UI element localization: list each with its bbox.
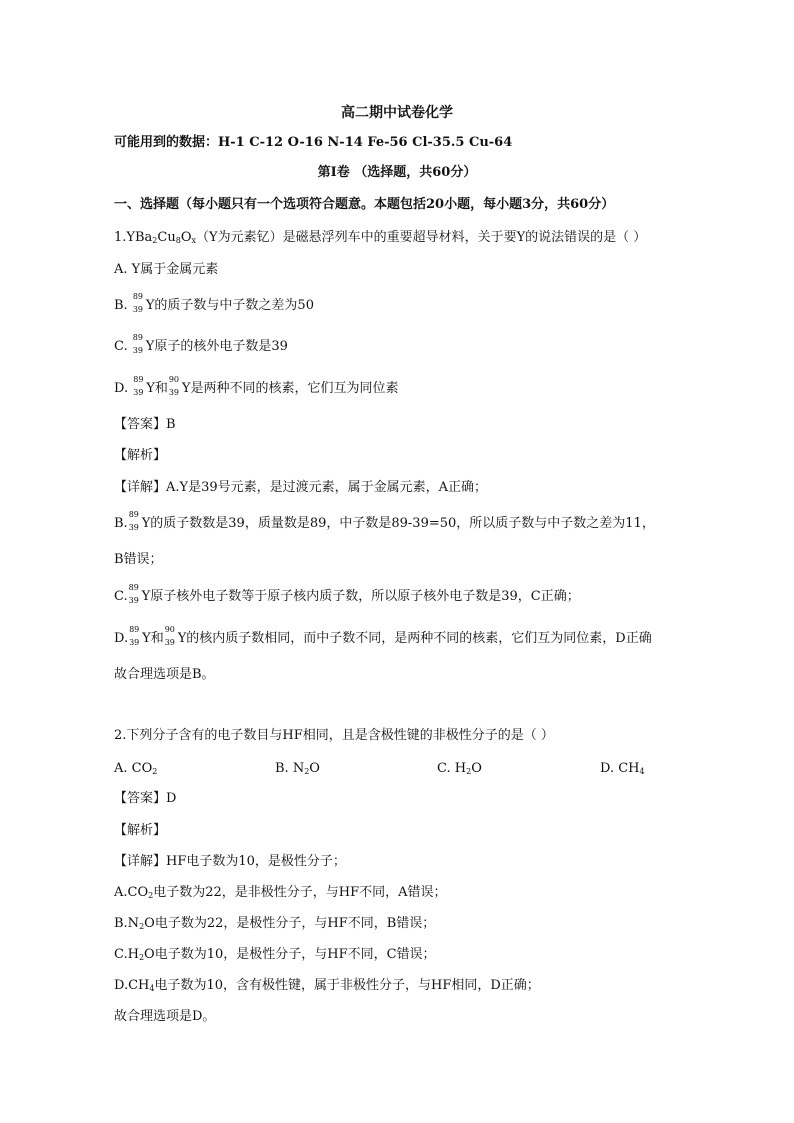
q1-option-a: A. Y属于金属元素 [114, 262, 219, 277]
q2-detail-d: $D.CH_4$电子数为10，含有极性键，属于非极性分子，与HF相同，D正确； [114, 978, 540, 993]
isotope-y90: 90 39 [164, 625, 175, 647]
isotope-y89: 89 39 [133, 375, 144, 397]
atomic-mass-list: 可能用到的数据：H-1 C-12 O-16 N-14 Fe-56 Cl-35.5 Cu-64 [114, 135, 513, 150]
q1-detail-b: B. 89 39 Y的质子数数是39，质量数是89，中子数是89-39=50，所以质子数与中子数之差为11， [114, 510, 655, 532]
q2-analysis-label: 【解析】 [114, 823, 167, 838]
q1-detail-d: D. 89 39 Y和 90 39 Y的核内质子数相同，而中子数不同，是两种不同的核素，它们互为同位素，D正确 [114, 625, 652, 647]
q1-detail-b-cont: B错误； [114, 552, 163, 567]
q2-conclusion: 故合理选项是D。 [114, 1009, 216, 1024]
q2-stem: 2.下列分子含有的电子数目与HF相同，且是含极性键的非极性分子的是（ ） [114, 728, 554, 743]
q1-detail-c: C. 89 39 Y原子核外电子数等于原子核内质子数，所以原子核外电子数是39，C正确； [114, 583, 580, 605]
q1-option-c: C. 89 39 Y原子的核外电子数是39 [114, 333, 288, 355]
q1-option-d: D. 89 39 Y和 90 39 Y是两种不同的核素，它们互为同位素 [114, 375, 399, 397]
q2-option-a: A. $CO_2$ [114, 761, 158, 776]
q1-stem: $1.YBa_2Cu_8O_x(Y$为元素钇）是磁悬浮列车中的重要超导材料，关于要Y的说法错误的是（ ） [114, 230, 647, 245]
q2-detail-a: $A.CO_2$电子数为22，是非极性分子，与HF不同，A错误； [114, 885, 447, 900]
section-title: 一、选择题（每小题只有一个选项符合题意。本题包括20小题，每小题3分，共60分） [114, 197, 615, 212]
q1-analysis-label: 【解析】 [114, 448, 167, 463]
q1-option-b: B. 89 39 Y的质子数与中子数之差为50 [114, 292, 314, 314]
q1-answer: 【答案】B [114, 417, 176, 432]
q2-detail-b: $B.N_2O$电子数为22，是极性分子，与HF不同，B错误； [114, 916, 436, 931]
q1-detail-a: 【详解】A.Y是39号元素，是过渡元素，属于金属元素，A正确； [114, 480, 488, 495]
volume-title: 第Ⅰ卷 （选择题，共60分） [317, 165, 477, 180]
q2-option-d: D. $CH_4$ [600, 761, 645, 776]
q2-detail-intro: 【详解】HF电子数为10，是极性分子； [114, 854, 346, 869]
q2-answer: 【答案】D [114, 791, 177, 806]
isotope-y89: 89 39 [128, 583, 139, 605]
isotope-y89: 89 39 [132, 292, 144, 314]
isotope-y90: 90 39 [168, 375, 180, 397]
isotope-y89: 89 39 [129, 625, 140, 647]
q1-conclusion: 故合理选项是B。 [114, 667, 215, 682]
q2-options [114, 760, 674, 778]
q2-option-b: B. $N_2O$ [275, 761, 320, 776]
q2-detail-c: $C.H_2O$电子数为10，是极性分子，与HF不同，C错误； [114, 947, 436, 962]
isotope-y89: 89 39 [132, 333, 143, 355]
page-title: 高二期中试卷化学 [341, 105, 453, 121]
isotope-y89: 89 39 [128, 510, 139, 532]
q2-option-c: C. $H_2O$ [437, 761, 482, 776]
